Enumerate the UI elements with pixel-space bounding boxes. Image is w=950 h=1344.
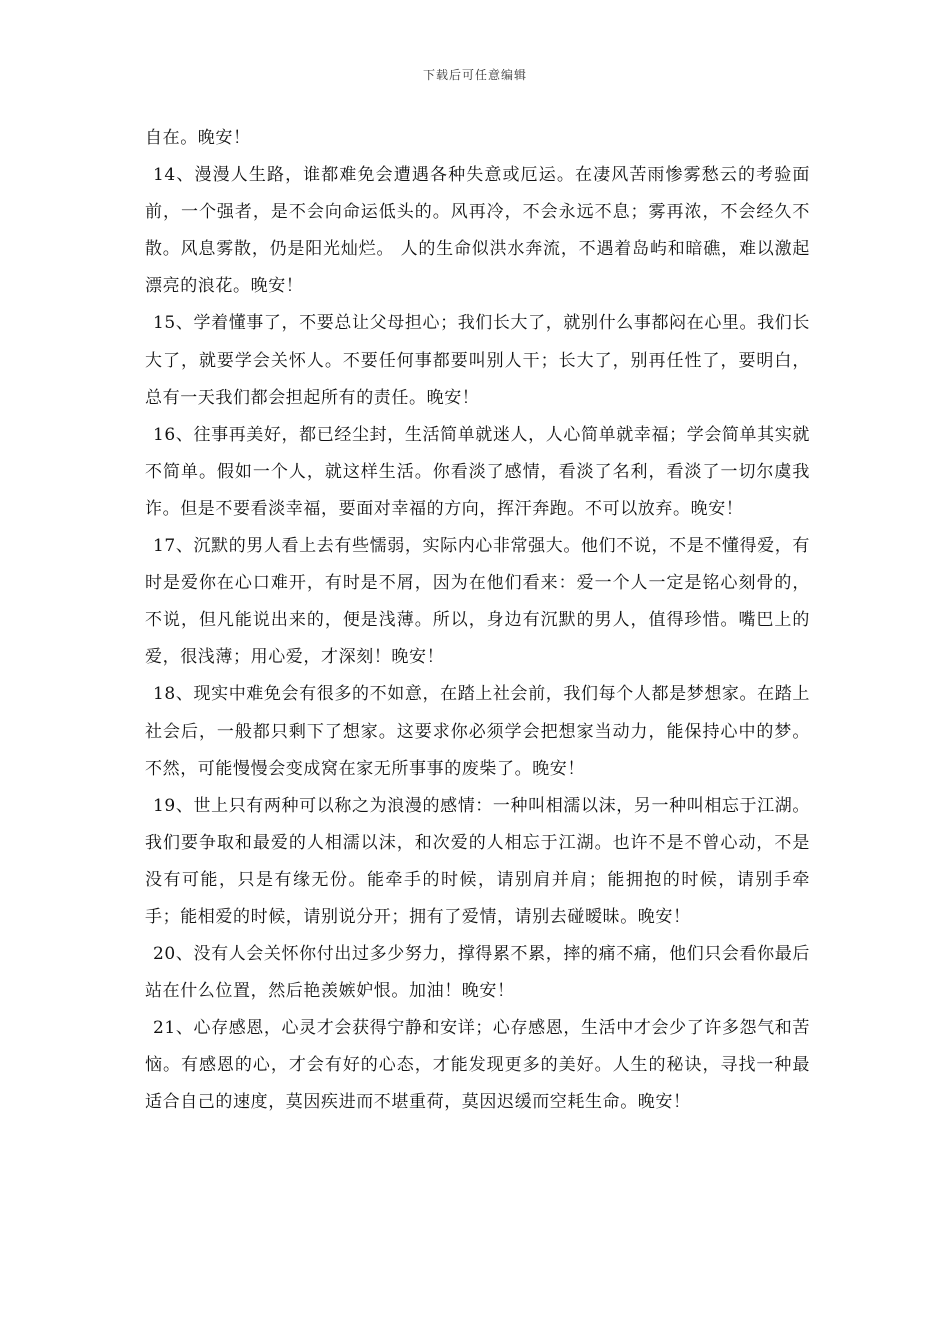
document-body [145, 120, 810, 1122]
paragraph-16: 16、往事再美好，都已经尘封，生活简单就迷人，人心简单就幸福；学会简单其实就不简单。假如一个人，就这样生活。你看淡了感情，看淡了名利，看淡了一切尔虞我诈。但是不要看淡幸福，要面对幸福的方向，挥汗奔跑。不可以放弃。晚安！ [145, 424, 810, 519]
paragraph-19: 19、世上只有两种可以称之为浪漫的感情：一种叫相濡以沫，另一种叫相忘于江湖。我们要争取和最爱的人相濡以沫，和次爱的人相忘于江湖。也许不是不曾心动，不是没有可能，只是有缘无份。能牵手的时候，请别肩并肩；能拥抱的时候，请别手牵手；能相爱的时候，请别说分开；拥有了爱情，请别去碰暧昧。晚安！ [145, 795, 810, 927]
paragraph-14: 14、漫漫人生路，谁都难免会遭遇各种失意或厄运。在凄风苦雨惨雾愁云的考验面前，一个强者，是不会向命运低头的。风再冷，不会永远不息；雾再浓，不会经久不散。风息雾散，仍是阳光灿烂。 人的生命似洪水奔流，不遇着岛屿和暗礁，难以激起漂亮的浪花。晚安！ [145, 165, 810, 297]
paragraph-18: 18、现实中难免会有很多的不如意，在踏上社会前，我们每个人都是梦想家。在踏上社会后，一般都只剩下了想家。这要求你必须学会把想家当动力，能保持心中的梦。不然，可能慢慢会变成窝在家无所事事的废柴了。晚安！ [145, 684, 810, 779]
paragraph-15: 15、学着懂事了，不要总让父母担心；我们长大了，就别什么事都闷在心里。我们长大了，就要学会关怀人。不要任何事都要叫别人干；长大了，别再任性了，要明白，总有一天我们都会担起所有的责任。晚安！ [145, 313, 810, 408]
paragraph-continuation: 自在。晚安！ [145, 128, 251, 148]
page-header: 下载后可任意编辑 [422, 68, 527, 82]
paragraph-20: 20、没有人会关怀你付出过多少努力，撑得累不累，摔的痛不痛，他们只会看你最后站在什么位置，然后艳羡嫉妒恨。加油！晚安！ [145, 944, 810, 1002]
paragraph-21: 21、心存感恩，心灵才会获得宁静和安详；心存感恩，生活中才会少了许多怨气和苦恼。有感恩的心，才会有好的心态，才能发现更多的美好。人生的秘诀，寻找一种最适合自己的速度，莫因疾进而不堪重荷，莫因迟缓而空耗生命。晚安！ [145, 1018, 810, 1113]
paragraph-17: 17、沉默的男人看上去有些懦弱，实际内心非常强大。他们不说，不是不懂得爱，有时是爱你在心口难开，有时是不屑，因为在他们看来：爱一个人一定是铭心刻骨的，不说，但凡能说出来的，便是浅薄。所以，身边有沉默的男人，值得珍惜。嘴巴上的爱，很浅薄；用心爱，才深刻！晚安！ [145, 536, 810, 668]
